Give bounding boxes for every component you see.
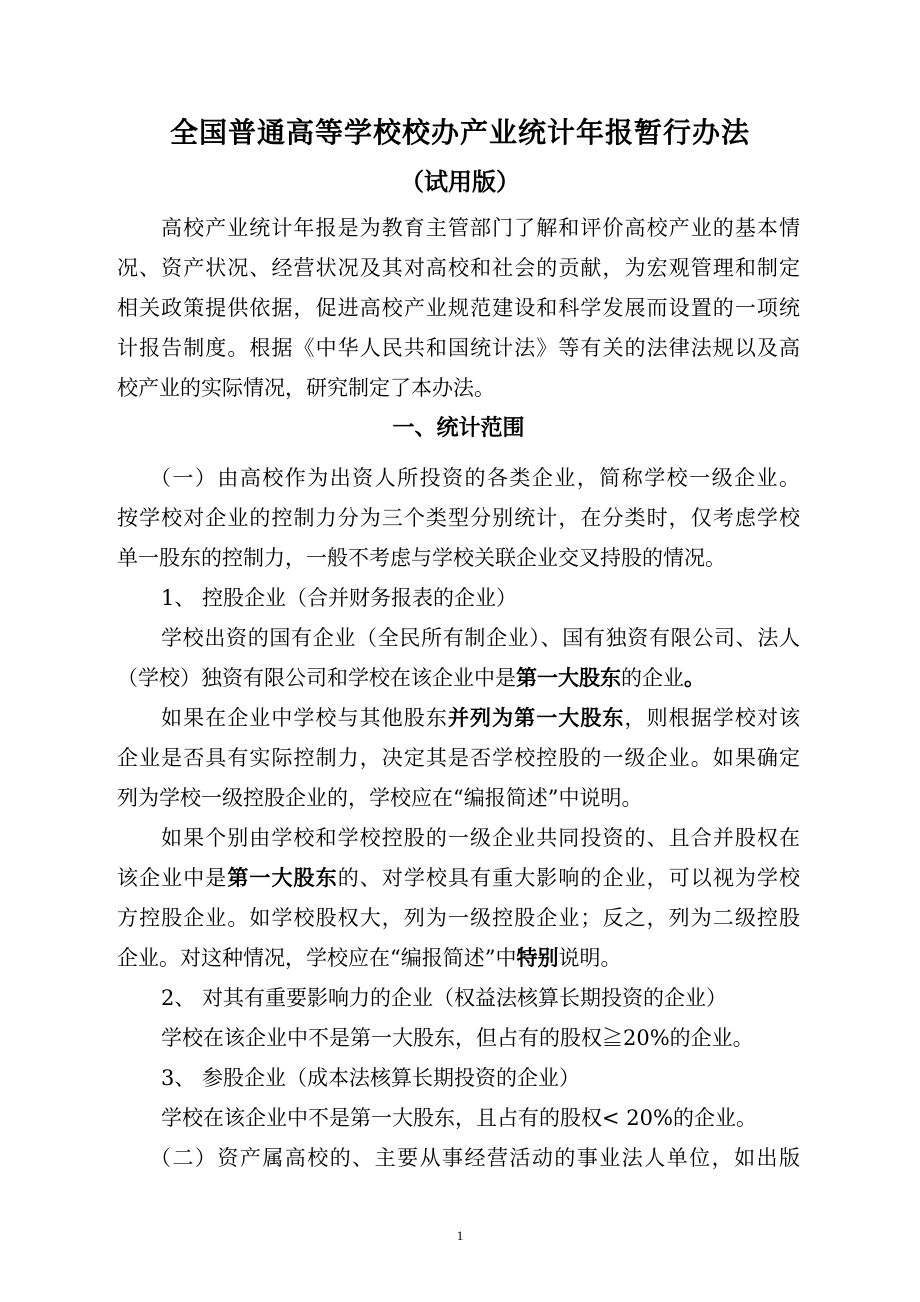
text-run: 况、资产状况、经营状况及其对高校和社会的贡献，为宏观管理和制定: [117, 256, 800, 280]
text-line: [117, 738, 800, 778]
text-run: 校产业的实际情况，研究制定了本办法。: [117, 376, 495, 400]
text-run: 学校在该企业中不是第一大股东，且占有的股权< 20%的企业。: [161, 1106, 757, 1130]
text-run: （二）资产属高校的、主要从事经营活动的事业法人单位，如出版: [150, 1146, 800, 1170]
text-run: 计报告制度。根据《中华人民共和国统计法》等有关的法律法规以及高: [117, 336, 800, 360]
text-line: [117, 938, 800, 978]
text-line: [117, 1098, 800, 1138]
text-line: [117, 1138, 800, 1178]
text-run: 相关政策提供依据，促进高校产业规范建设和科学发展而设置的一项统: [117, 296, 800, 320]
text-run: 说明。: [558, 946, 622, 970]
document-subtitle: （试用版）: [400, 167, 520, 196]
text-run: 学校出资的国有企业（全民所有制企业）、国有独资有限公司、法人: [161, 626, 800, 650]
text-line: [117, 498, 800, 538]
text-line: [117, 538, 800, 578]
text-line: [117, 458, 800, 498]
text-line: [117, 1058, 800, 1098]
bold-text: 特别: [516, 945, 559, 970]
text-line: [117, 578, 800, 618]
text-run: 企业。对这种情况，学校应在“编报简述”中: [117, 946, 517, 970]
text-line: [117, 898, 800, 938]
text-run: 高校产业统计年报是为教育主管部门了解和评价高校产业的基本情: [161, 216, 800, 240]
text-line: [117, 618, 800, 658]
text-line: [117, 658, 800, 698]
bold-text: 。: [684, 665, 705, 690]
text-line: [117, 248, 800, 288]
document-title: 全国普通高等学校校办产业统计年报暂行办法: [169, 116, 750, 149]
text-run: 的、对学校具有重大影响的企业，可以视为学校: [337, 866, 801, 890]
text-run: 1、 控股企业（合并财务报表的企业）: [161, 586, 518, 610]
text-run: （一）由高校作为出资人所投资的各类企业，简称学校一级企业。: [150, 466, 800, 490]
section-heading: [117, 408, 800, 448]
text-line: [117, 858, 800, 898]
text-run: 如果在企业中学校与其他股东: [161, 706, 448, 730]
text-run: 一、统计范围: [392, 415, 525, 441]
text-run: ，则根据学校对该: [624, 706, 801, 730]
bold-text: 第一大股东: [227, 865, 338, 890]
text-run: 的企业: [621, 666, 684, 690]
text-run: 如果个别由学校和学校控股的一级企业共同投资的、且合并股权在: [161, 826, 800, 850]
bold-text: 并列为第一大股东: [447, 705, 625, 730]
text-line: [117, 208, 800, 248]
document-body: [117, 208, 800, 1178]
text-run: 方控股企业。如学校股权大，列为一级控股企业；反之，列为二级控股: [117, 906, 800, 930]
text-run: 该企业中是: [117, 866, 228, 890]
text-run: 2、 对其有重要影响力的企业（权益法核算长期投资的企业）: [161, 986, 728, 1010]
text-line: [117, 368, 800, 408]
text-run: 按学校对企业的控制力分为三个类型分别统计，在分类时，仅考虑学校: [117, 506, 800, 530]
text-line: [117, 978, 800, 1018]
text-run: 3、 参股企业（成本法核算长期投资的企业）: [161, 1066, 581, 1090]
text-run: 学校在该企业中不是第一大股东，但占有的股权≧20%的企业。: [161, 1026, 754, 1050]
page-number: 1: [456, 1228, 464, 1243]
text-line: [117, 778, 800, 818]
text-run: （学校）独资有限公司和学校在该企业中是: [117, 666, 516, 690]
text-line: [117, 288, 800, 328]
text-run: 企业是否具有实际控制力，决定其是否学校控股的一级企业。如果确定: [117, 746, 800, 770]
text-line: [117, 698, 800, 738]
text-run: 单一股东的控制力，一般不考虑与学校关联企业交叉持股的情况。: [117, 546, 726, 570]
bold-text: 第一大股东: [516, 665, 621, 690]
text-line: [117, 328, 800, 368]
text-run: 列为学校一级控股企业的，学校应在“编报简述”中说明。: [117, 786, 643, 810]
text-line: [117, 818, 800, 858]
text-line: [117, 1018, 800, 1058]
